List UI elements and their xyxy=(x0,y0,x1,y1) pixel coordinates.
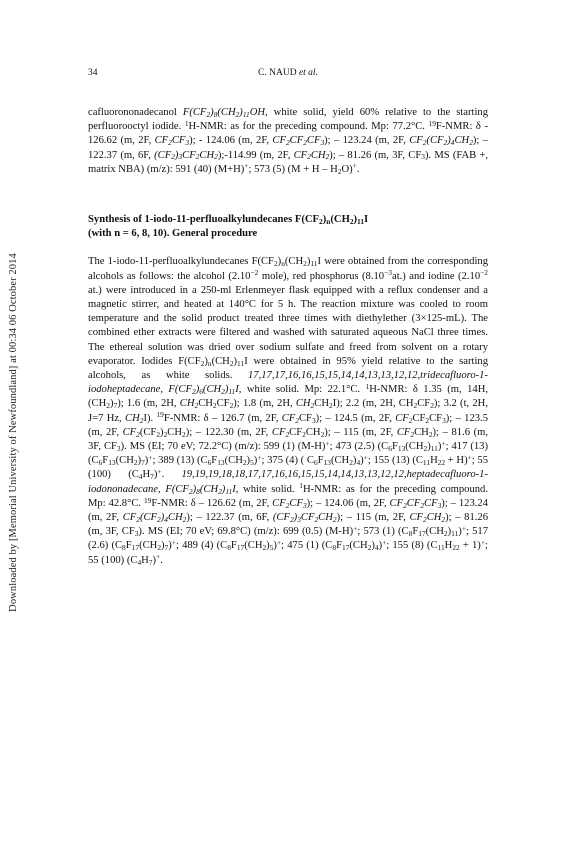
running-head xyxy=(88,68,488,78)
section-heading xyxy=(88,213,488,241)
page-number: 34 xyxy=(88,68,98,78)
download-watermark xyxy=(0,0,32,864)
procedure-paragraph: The 1-iodo-11-perfluoalkylundecanes $F(CF_2)_n(CH_2)_{11}I$ were obtained from the corresponding alcohols as follows: the alcohol ($2.10^{-2}$ mole), red phosphorus $(8.10^{-3}at.)$ and iodine ($2.10^{-2}$ at.) were introduced in a 250-ml Erlenmeyer flask equipped with a reflux condenser and a magnetic stirrer, and heated at 140°C for 5 h. The reaction mixture was cooled to room temperature and the solid product treated three times with diethylether (3×125-mL). The combined ether extracts were filtered and washed with saturated aqueous NaCl three times. The ethereal solution was dried over sodium sulfate and freed from solvent on a rotary evaporator. Iodides $F(CF_2)_n(CH_2)_{11}I$ were obtained in 95% yield relative to the sarting alcohols, as white solids. 17,17,17,16,16,15,15,14,14,13,13,12,12,tridecafluoro-1-iodoheptadecane, $F(CF_2)_6(CH_2)_{11}I$, white solid. Mp: 22.1°C. $^1$H-NMR: δ 1.35 (m, 14H, $(CH_2)_7$); 1.6 (m, 2H, $CH_2CH_2CF_2$); 1.8 (m, 2H, $CH_2CH_2I$); 2.2 (m, 2H, $CH_2CF_2$); 3.2 (t, 2H, J=7 Hz, $CH_2I$). $^{19}$F-NMR: δ – 126.7 (m, 2F, $CF_2CF_3$); – 124.5 (m, 2F, $CF_2CF_2CF_3$); – 123.5 (m, 2F, $CF_2(CF_2)_2CH_2$); – 122.30 (m, 2F, $CF_2CF_2CH_2$); – 115 (m, 2F, $CF_2CH_2$); – 81.6 (m, 3F, $CF_3$). MS (EI; 70 eV; 72.2°C) (m/z): 599 (1) (M-H)+; 473 (2.5) $(C_6F_{13}(CH_2)_{11})^+$; 417 (13) $(C_6F_{13}(CH_2)_7)^+$; 389 (13) $(C_6F_{13}(CH_2)_5)^+$; 375 (4) ( $C_6F_{13}(CH_2)_4)^+$; 155 (13) $(C_{11}H_{22} + H)^+$; 55 (100) $(C_4H_7)^+$. 19,19,19,18,18,17,17,16,16,15,15,14,14,13,13,12,12,heptadecafluoro-1-iodononadecane, $F(CF_2)_8(CH_2)_{11}I$, white solid. $^1$H-NMR: as for the preceding compound. Mp: 42.8°C. $^{19}$F-NMR: δ – 126.62 (m, 2F, $CF_2CF_3$); – 124.06 (m, 2F, $CF_2CF_2CF_3$); – 123.24 (m, 2F, $CF_2(CF_2)_4CH_2$); – 122.37 (m, 6F, $(CF_2)_3CF_2CH_2$); – 115 (m, 2F, $CF_2CH_2$); – 81.26 (m, 3F, $CF_3$). MS (EI; 70 eV; 69.8°C) (m/z): 699 (0.5) (M-H)+; 573 (1) $(C_8F_{17}(CH_2)_{11})^+$; 517 (2.6) $(C_8F_{17}(CH_2)_7)^+$; 489 (4) $(C_8F_{17}(CH_2)_5)^+$; 475 (1) $(C_8F_{17}(CH_2)_4)^+$; 155 (8) $(C_{11}H_{22} + 1)^+$; 55 (100) $(C_4H_7)^+$. xyxy=(88,256,489,567)
running-head-etal: et al. xyxy=(298,68,318,78)
running-head-authors: C. NAUD xyxy=(258,68,297,78)
article-body xyxy=(88,106,488,568)
compound-name-heptadecafluoro: 19,19,19,18,18,17,17,16,16,15,15,14,14,13,13,12,12,heptadecafluoro-1-iodononadecane, $F(CF_2)_8(CH_2)_{11}I$, xyxy=(88,469,488,496)
text-run: cafluorononadecanol xyxy=(88,107,183,118)
intro-paragraph: cafluorononadecanol $F(CF_2)_8(CH_2)_{11}OH$, white solid, yield 60% relative to the starting perfluorooctyl iodide. $^1$H-NMR: as for the preceding compound. Mp: 77.2°C. $^{19}$F-NMR: δ - 126.62 (m, 2F, $CF_2CF_3$); - 124.06 (m, 2F, $CF_2CF_2CF_3$); – 123.24 (m, 2F, $CF_2(CF_2)_4CH_2$); – 122.37 (m, 6F, $(CF_2)_3CF_2CH_2);-114.99$ (m, 2F, $CF_2CH_2$); – 81.26 (m, 3F, $CF_3$). MS (FAB +, matrix NBA) (m/z): 591 (40) (M+H)+; 573 (5) $(M + H - H_2O)^+$. xyxy=(88,107,489,176)
download-note: Downloaded by [Memorial University of Newfoundland] at 00:34 06 October 2014 xyxy=(7,252,19,612)
compound-formula: $F(CF_2)_8(CH_2)_{11}OH$ xyxy=(182,107,265,119)
compound-name-tridecafluoro: 17,17,17,16,16,15,15,14,14,13,13,12,12,tridecafluoro-1-iodoheptadecane, $F(CF_2)_6(CH_2)_{11}I$, xyxy=(88,370,488,397)
page-header xyxy=(88,68,488,84)
section-heading-line-1: Synthesis of 1-iodo-11-perfluoalkylundecanes $F(CF_2)_n(CH_2)_{11}I$ xyxy=(88,214,369,226)
section-heading-line-2: (with n = 6, 8, 10). General procedure xyxy=(88,228,258,240)
